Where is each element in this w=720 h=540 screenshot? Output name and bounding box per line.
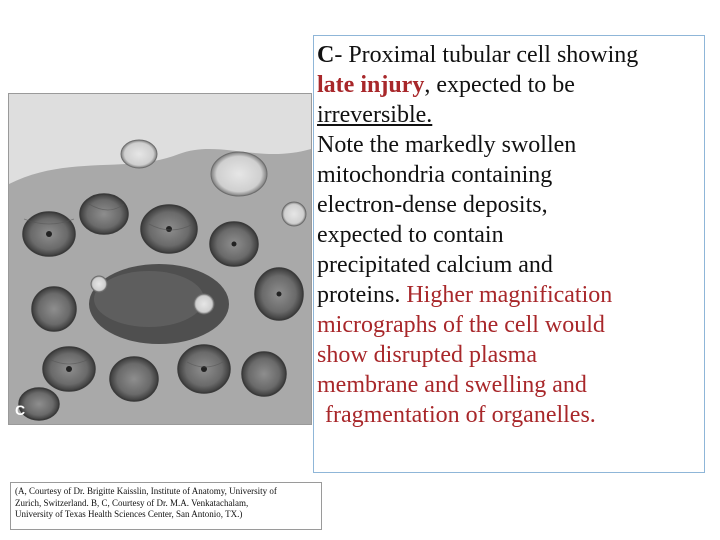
- micrograph-image: [8, 93, 312, 425]
- caption-line-9: [317, 280, 703, 310]
- caption-line-11: show disrupted plasma: [317, 342, 537, 368]
- credit-box: [10, 482, 322, 530]
- caption-line-1-text: - Proximal tubular cell showing: [334, 42, 639, 68]
- caption-line-3: irreversible.: [317, 102, 433, 128]
- caption-line-4: Note the markedly swollen: [317, 132, 577, 158]
- caption-text: [317, 40, 703, 430]
- caption-line-9-black: proteins.: [317, 282, 407, 308]
- caption-line-2-text: , expected to be: [424, 72, 575, 98]
- credit-line-3: University of Texas Health Sciences Center, San Antonio, TX.): [15, 509, 243, 519]
- credit-line-2: Zurich, Switzerland. B, C, Courtesy of Dr. M.A. Venkatachalam,: [15, 497, 249, 508]
- micrograph-drawing: [9, 94, 311, 424]
- caption-box: [313, 35, 705, 473]
- caption-line-2: [317, 70, 703, 100]
- caption-line-7: expected to contain: [317, 222, 504, 248]
- caption-line-12: membrane and swelling and: [317, 372, 587, 398]
- caption-line-13: fragmentation of organelles.: [325, 402, 596, 428]
- panel-letter: C: [15, 402, 26, 418]
- caption-line-8: precipitated calcium and: [317, 252, 553, 278]
- late-injury-text: late injury: [317, 72, 425, 98]
- credit-line-1: (A, Courtesy of Dr. Brigitte Kaisslin, Institute of Anatomy, University of: [15, 486, 277, 496]
- caption-panel-letter: C: [317, 42, 335, 68]
- caption-line-6: electron-dense deposits,: [317, 192, 548, 218]
- caption-line-10: micrographs of the cell would: [317, 312, 605, 338]
- caption-line-5: mitochondria containing: [317, 162, 553, 188]
- caption-line-1: [317, 40, 703, 70]
- caption-line-9-red: Higher magnification: [406, 282, 613, 308]
